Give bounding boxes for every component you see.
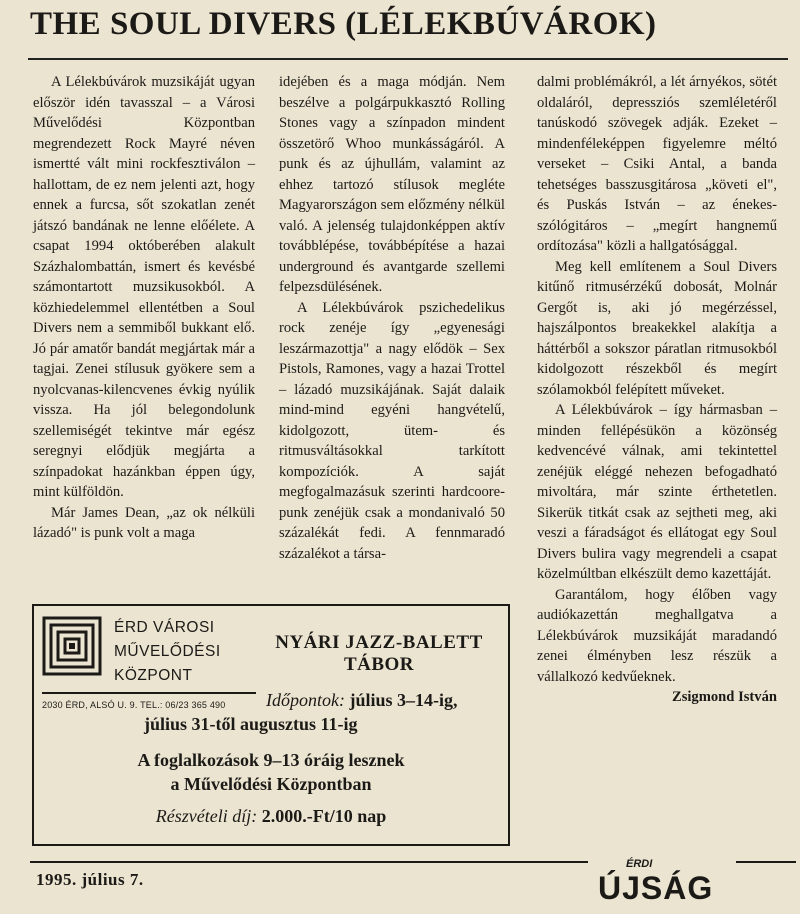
organizer-name: ÉRD VÁROSI MŰVELŐDÉSI KÖZPONT (114, 619, 221, 684)
paragraph: A Lélekbúvárok – így hármasban – minden fellépésükön a közönség kedvencévé válnak, ami tekintettel zenéjük eléggé nehezen befogadható mivoltára, már szinte érthetetlen. Sikerük titkát csak az sejtheti meg, aki veszi a fáradságot és ellátogat egy Soul Divers bulira vagy megrendeli a csapat közelmúltban elkészült demo kazettáját. (537, 402, 777, 582)
event-dates-continued: július 31-től augusztus 11-ig (144, 714, 358, 734)
event-hours: A foglalkozások 9–13 óráig lesznek a Művelődési Központban (137, 750, 405, 794)
title-divider (28, 58, 788, 60)
article-author: Zsigmond István (671, 689, 777, 705)
article-column-1 (33, 72, 255, 544)
newspaper-masthead: ÉRDI ÚJSÁG (598, 858, 714, 906)
square-spiral-logo-icon (42, 616, 102, 676)
paragraph: Meg kell említenem a Soul Divers kitűnő ritmusérzékű dobosát, Molnár Gergőt is, aki jó megérzéssel, hajszálpontos breakekkel alakítja a háttérből a sokszor páratlan ritmusokból kidolgozott részekből és megírt szólamokból felépített műveket. (537, 258, 777, 398)
event-fee: Részvételi díj: 2.000.-Ft/10 nap (155, 806, 387, 826)
paragraph: Garantálom, hogy élőben vagy audiókazettán meghallgatva a Lélekbúvárok muzsikáját maradandó zenei élményben lesz részük a vállalkozó kedvűeknek. (537, 586, 777, 685)
issue-date: 1995. július 7. (36, 870, 144, 889)
footer-divider-right (736, 861, 796, 863)
paragraph: idejében és a maga módján. Nem beszélve a polgárpukkasztó Rolling Stones vagy a színpadon mindent összetörő Whoo munkásságáról. A punk és az újhullám, valamint az ehhez tartozó stílusok megléte Magyarországon sem előzmény nélkül való. A jelenség tulajdonképpen aktív továbblépése, továbbépítése a hazai underground és avantgarde szellemi felpezsdülésének. (279, 74, 505, 295)
jazz-ballet-camp-ad (32, 604, 510, 846)
organizer-address: 2030 ÉRD, ALSÓ U. 9. TEL.: 06/23 365 490 (42, 700, 226, 710)
article-column-3 (537, 72, 777, 708)
event-title: NYÁRI JAZZ-BALETT TÁBOR (275, 632, 483, 675)
paragraph: A Lélekbúvárok pszichedelikus rock zenéje így „egyenesági leszármazottja" a nagy elődök – Sex Pistols, Ramones, vagy a hazai Trottel – lázadó muzsikájának. Saját dalaik mind-mind egyéni hangvételű, kidolgozott, ütem- és ritmusváltásokkal tarkított kompozíciók. A saját megfogalmazásuk szerinti hardcoore-punk zenéjük csak a mondanivaló 50 százalékát fedi. A fennmaradó százalékot a társa- (279, 299, 505, 562)
footer-divider (30, 861, 588, 863)
organizer-divider (42, 692, 256, 694)
paragraph: dalmi problémákról, a lét árnyékos, sötét oldaláról, depressziós szemléletéről tanúskodó szövegek adják. Ezeket – mindenféleképpen figyelemre méltó verseket – Csiki Antal, a banda tehetséges basszusgitárosa „követi el", és Puskás István – az énekes-szólógitáros – „megírt hangnemű ordítozása" közli a hallgatósággal. (537, 74, 777, 254)
paragraph: Már James Dean, „az ok nélküli lázadó" is punk volt a maga (33, 504, 255, 541)
article-title: THE SOUL DIVERS (LÉLEKBÚVÁROK) (30, 6, 657, 42)
paragraph: A Lélekbúvárok muzsikáját ugyan először idén tavasszal – a Városi Művelődési Központban megrendezett Rock Mayré néven ismertté vált mini rockfesztiválon – hallottam, de ez nem jelenti azt, hogy ennek a furcsa, sőt szokatlan zenét játszó bandának ne lenne előélete. A csapat 1994 októberében alakult Százhalombattán, ismert és kevésbé számontartott muzsikusokból. A közhiedelemmel ellentétben a Soul Divers nem a semmiből bukkant elő. Jó pár amatőr bandát megjártak már a tagjai. Zenei stílusuk gyökere sem a nyolcvanas-kilencvenes évkig nyúlik vissza. Ha jól belegondolunk szellemiségét tekintve már egész seregnyi elődjük megjárta a színpadokat hazánkban éppen úgy, mint külföldön. (33, 74, 255, 500)
article-column-2 (279, 72, 505, 564)
event-dates: Időpontok: július 3–14-ig, (266, 690, 458, 710)
